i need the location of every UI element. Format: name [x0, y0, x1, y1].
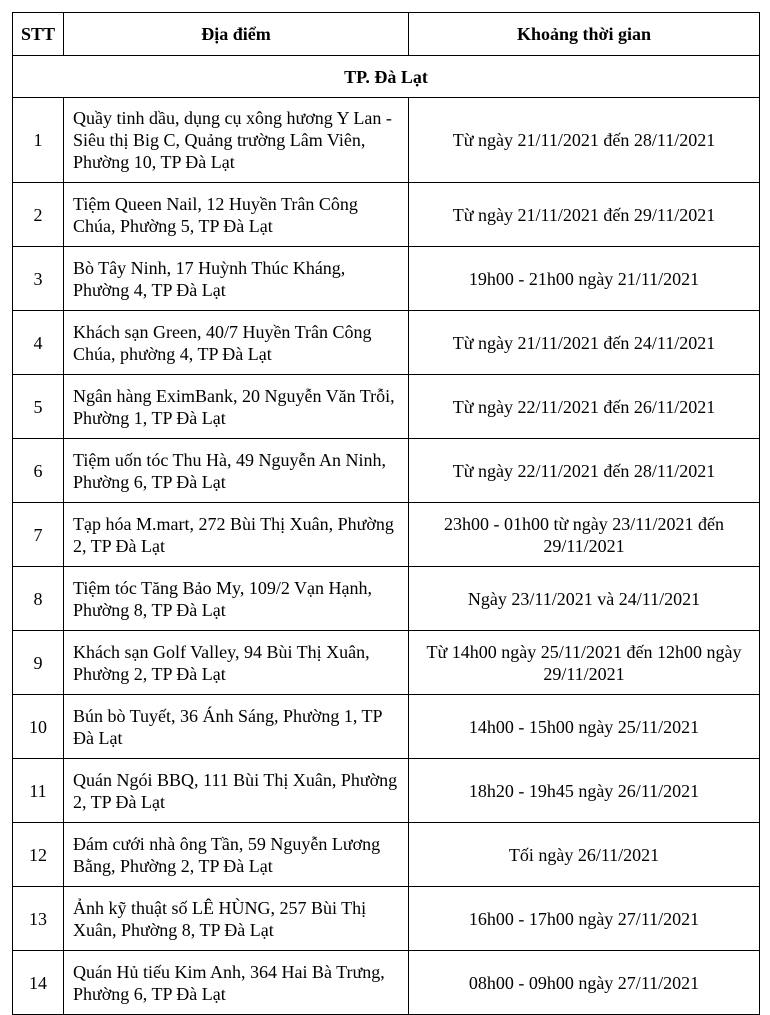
row-place: Tiệm uốn tóc Thu Hà, 49 Nguyễn An Ninh, Phường 6, TP Đà Lạt: [64, 439, 409, 503]
row-place: Quán Hủ tiếu Kim Anh, 364 Hai Bà Trưng, Phường 6, TP Đà Lạt: [64, 951, 409, 1015]
row-time: 14h00 - 15h00 ngày 25/11/2021: [409, 695, 760, 759]
row-stt: 13: [13, 887, 64, 951]
header-place: Địa điểm: [64, 13, 409, 56]
row-stt: 3: [13, 247, 64, 311]
table-row: [13, 759, 760, 823]
row-time: Ngày 23/11/2021 và 24/11/2021: [409, 567, 760, 631]
row-stt: 10: [13, 695, 64, 759]
row-time: 18h20 - 19h45 ngày 26/11/2021: [409, 759, 760, 823]
table-row: [13, 183, 760, 247]
row-time: 08h00 - 09h00 ngày 27/11/2021: [409, 951, 760, 1015]
row-place: Quán Ngói BBQ, 111 Bùi Thị Xuân, Phường 2, TP Đà Lạt: [64, 759, 409, 823]
row-stt: 5: [13, 375, 64, 439]
row-time: Từ ngày 21/11/2021 đến 29/11/2021: [409, 183, 760, 247]
row-time: 23h00 - 01h00 từ ngày 23/11/2021 đến 29/11/2021: [409, 503, 760, 567]
row-stt: 9: [13, 631, 64, 695]
locations-table: [12, 12, 760, 1015]
row-stt: 6: [13, 439, 64, 503]
row-stt: 14: [13, 951, 64, 1015]
row-place: Quầy tinh dầu, dụng cụ xông hương Y Lan - Siêu thị Big C, Quảng trường Lâm Viên, Phường 10, TP Đà Lạt: [64, 98, 409, 183]
row-time: Từ 14h00 ngày 25/11/2021 đến 12h00 ngày 29/11/2021: [409, 631, 760, 695]
row-place: Khách sạn Green, 40/7 Huyền Trân Công Chúa, phường 4, TP Đà Lạt: [64, 311, 409, 375]
row-place: Tiệm Queen Nail, 12 Huyền Trân Công Chúa, Phường 5, TP Đà Lạt: [64, 183, 409, 247]
row-place: Bò Tây Ninh, 17 Huỳnh Thúc Kháng, Phường 4, TP Đà Lạt: [64, 247, 409, 311]
row-time: Từ ngày 21/11/2021 đến 24/11/2021: [409, 311, 760, 375]
table-row: [13, 951, 760, 1015]
table-row: [13, 503, 760, 567]
row-time: Tối ngày 26/11/2021: [409, 823, 760, 887]
row-place: Ngân hàng EximBank, 20 Nguyễn Văn Trỗi, Phường 1, TP Đà Lạt: [64, 375, 409, 439]
header-row: [13, 13, 760, 56]
header-time: Khoảng thời gian: [409, 13, 760, 56]
row-place: Bún bò Tuyết, 36 Ánh Sáng, Phường 1, TP Đà Lạt: [64, 695, 409, 759]
table-row: [13, 375, 760, 439]
group-row: [13, 56, 760, 98]
table-row: [13, 247, 760, 311]
row-stt: 1: [13, 98, 64, 183]
header-stt: STT: [13, 13, 64, 56]
row-stt: 2: [13, 183, 64, 247]
row-stt: 4: [13, 311, 64, 375]
row-time: 16h00 - 17h00 ngày 27/11/2021: [409, 887, 760, 951]
row-stt: 11: [13, 759, 64, 823]
row-place: Tạp hóa M.mart, 272 Bùi Thị Xuân, Phường 2, TP Đà Lạt: [64, 503, 409, 567]
table-row: [13, 631, 760, 695]
row-place: Ảnh kỹ thuật số LÊ HÙNG, 257 Bùi Thị Xuân, Phường 8, TP Đà Lạt: [64, 887, 409, 951]
group-title: TP. Đà Lạt: [13, 56, 760, 98]
row-place: Khách sạn Golf Valley, 94 Bùi Thị Xuân, Phường 2, TP Đà Lạt: [64, 631, 409, 695]
row-time: Từ ngày 21/11/2021 đến 28/11/2021: [409, 98, 760, 183]
table-row: [13, 311, 760, 375]
table-row: [13, 823, 760, 887]
row-time: Từ ngày 22/11/2021 đến 26/11/2021: [409, 375, 760, 439]
row-stt: 8: [13, 567, 64, 631]
table-row: [13, 567, 760, 631]
row-stt: 7: [13, 503, 64, 567]
row-time: Từ ngày 22/11/2021 đến 28/11/2021: [409, 439, 760, 503]
table-row: [13, 98, 760, 183]
table-row: [13, 439, 760, 503]
row-time: 19h00 - 21h00 ngày 21/11/2021: [409, 247, 760, 311]
row-stt: 12: [13, 823, 64, 887]
row-place: Đám cưới nhà ông Tần, 59 Nguyễn Lương Bằng, Phường 2, TP Đà Lạt: [64, 823, 409, 887]
table-row: [13, 695, 760, 759]
row-place: Tiệm tóc Tăng Bảo My, 109/2 Vạn Hạnh, Phường 8, TP Đà Lạt: [64, 567, 409, 631]
table-row: [13, 887, 760, 951]
